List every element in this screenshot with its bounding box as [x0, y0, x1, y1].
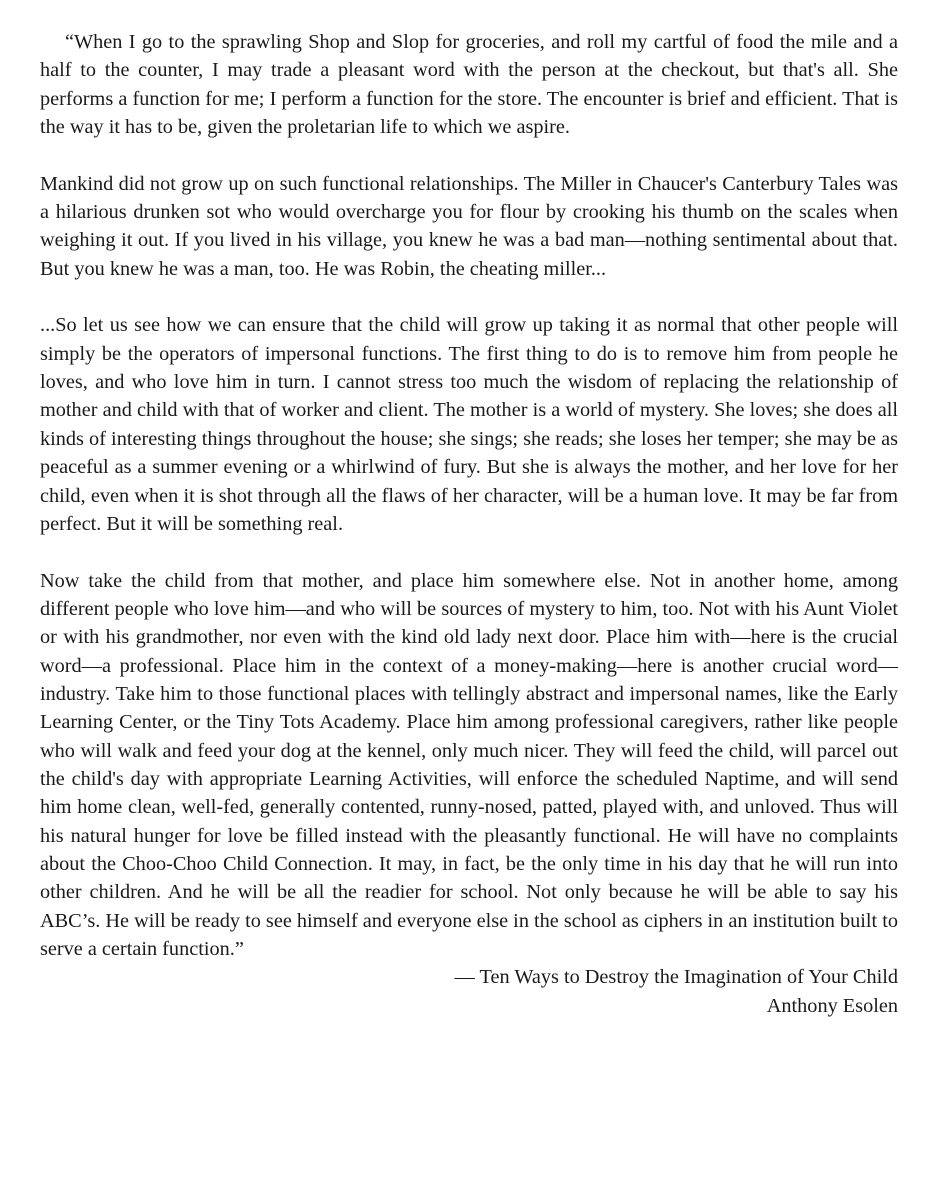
quote-paragraph-2: Mankind did not grow up on such functional relationships. The Miller in Chaucer's Canterbury Tales was a hilarious drunken sot who would overcharge you for flour by crooking his thumb on the scales when weighing it out. If you lived in his village, you knew he was a bad man—nothing sentimental about that. But you knew he was a man, too. He was Robin, the cheating miller...: [40, 172, 898, 280]
paragraph-gap: [40, 141, 898, 169]
quote-page: [40, 28, 898, 1020]
attribution-source: — Ten Ways to Destroy the Imagination of Your Child: [454, 966, 898, 989]
quote-paragraph-4: Now take the child from that mother, and place him somewhere else. Not in another home, among different people who love him—and who will be sources of mystery to him, too. Not with his Aunt Violet or with his grandmother, nor even with the kind old lady next door. Place him with—here is the crucial word—a professional. Place him in the context of a money-making—here is another crucial word—industry. Take him to those functional places with tellingly abstract and impersonal names, like the Early Learning Center, or the Tiny Tots Academy. Place him among professional caregivers, rather like people who will walk and feed your dog at the kennel, only much nicer. They will feed the child, will parcel out the child's day with appropriate Learning Activities, will enforce the scheduled Naptime, and will send him home clean, well-fed, generally contented, runny-nosed, patted, played with, and unloved. Thus will his natural hunger for love be filled instead with the pleasantly functional. He will have no complaints about the Choo-Choo Child Connection. It may, in fact, be the only time in his day that he will run into other children. And he will be all the readier for school. Not only because he will be able to say his ABC’s. He will be ready to see himself and everyone else in the school as ciphers in an institution built to serve a certain function.”: [40, 569, 898, 960]
paragraph-gap: [40, 283, 898, 311]
quote-paragraph-1: “When I go to the sprawling Shop and Slop for groceries, and roll my cartful of food the mile and a half to the counter, I may trade a pleasant word with the person at the checkout, but that's all. She performs a function for me; I perform a function for the store. The encounter is brief and efficient. That is the way it has to be, given the proletarian life to which we aspire.: [40, 31, 898, 139]
attribution-author: Anthony Esolen: [766, 994, 898, 1017]
paragraph-gap: [40, 538, 898, 566]
quote-paragraph-3: ...So let us see how we can ensure that the child will grow up taking it as normal that other people will simply be the operators of impersonal functions. The first thing to do is to remove him from people he loves, and who love him in turn. I cannot stress too much the wisdom of replacing the relationship of mother and child with that of worker and client. The mother is a world of mystery. She loves; she does all kinds of interesting things throughout the house; she sings; she reads; she loses her temper; she may be as peaceful as a summer evening or a whirlwind of fury. But she is always the mother, and her love for her child, even when it is shot through all the flaws of her character, will be a human love. It may be far from perfect. But it will be something real.: [40, 314, 898, 535]
